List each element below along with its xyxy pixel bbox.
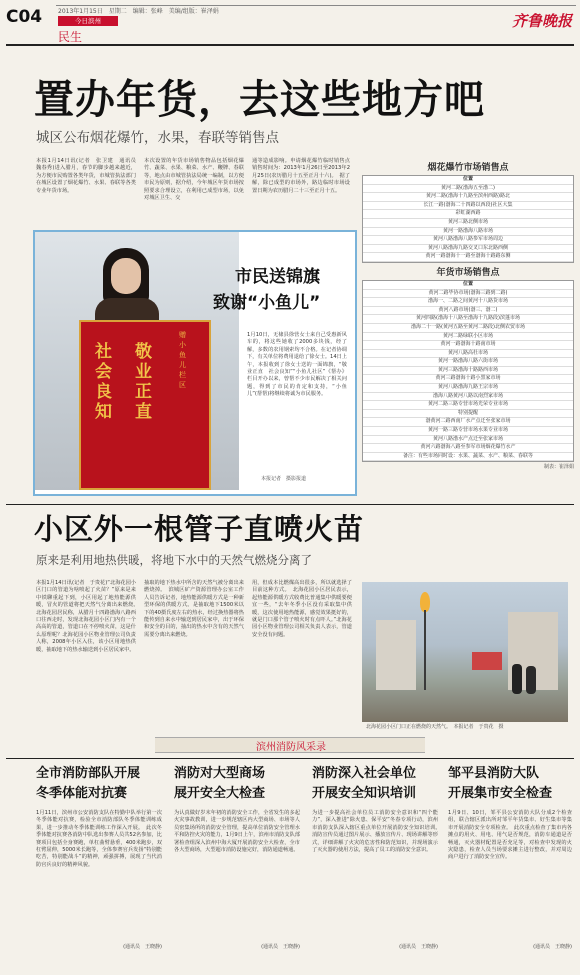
sales-point-lists bbox=[362, 160, 574, 500]
list-item: 黄河一路三路专营市场水果专业市场 bbox=[363, 427, 573, 436]
list-item: 黄河六路渤海八路至参军市场烟花爆竹水产 bbox=[363, 444, 573, 453]
column-1-credit: (通讯员 王晓静) bbox=[123, 944, 162, 950]
column-4 bbox=[448, 764, 572, 970]
fire-dept-band-label: 滨州消防风采录 bbox=[256, 742, 326, 753]
gas-pipe bbox=[424, 610, 426, 690]
list-item: 渤黄河二路西南厂水产点迁至张家市场 bbox=[363, 418, 573, 427]
list-item: 长江一路(渤海二十四路以西段)社区大集 bbox=[363, 202, 573, 211]
list-item: 黄河八路高杜市场 bbox=[363, 350, 573, 359]
newspaper-logo: 齐鲁晚报 bbox=[511, 12, 572, 30]
list-item: 黄河二路毕协市场(渤海三路到二路) bbox=[363, 290, 573, 299]
list-item: 黄河四路(渤海十八路至渤海十九路段)滨蓬市场 bbox=[363, 315, 573, 324]
list-item: 黄河三路北侧市场 bbox=[363, 219, 573, 228]
feature-credit: 本报记者 摄影报道 bbox=[261, 476, 307, 482]
column-3-title-2: 开展安全知识培训 bbox=[312, 786, 417, 801]
column-2-title-2: 展开安全大检查 bbox=[174, 786, 266, 801]
list-item: 黄河八路渤海九路交叉口东北路西侧 bbox=[363, 245, 573, 254]
feature-text: 1月10日，无棣县徐营女士来自己受惠新风车的，将这些她收了2000多块钱，经了解，多数的农用钢索均不合格。在记者协调下，有关单位将费用退给了徐女士。14日上午，本报收到了徐女士送的一面锦旗，“敬业正直 社会良知”“小鱼儿社区”《帮办》栏目开办以来，曾帮不少市民解决了相关问题，得到了市民的肯定和支持，“小鱼儿”(帮帮)将继续将诚为市民服务。 bbox=[247, 332, 347, 398]
list-item: 渤海八路黄河八路以南烈家市场 bbox=[363, 393, 573, 402]
list-item: 黄河八路渤海九路王宗市场 bbox=[363, 384, 573, 393]
list2-header: 位置 bbox=[363, 281, 573, 290]
section-divider-2 bbox=[6, 758, 574, 759]
header-meta: 2013年1月15日 星期二 编辑：张峰 美编/组版：崔泽娟 bbox=[58, 8, 219, 15]
column-1-title-2: 冬季体能对抗赛 bbox=[36, 786, 128, 801]
banner-side-text: 赠小鱼儿栏区 bbox=[179, 331, 186, 389]
fire-photo-caption: 北海花园小区门口正在燃烧的天然气。 本报记者 于贵花 摄 bbox=[366, 724, 504, 730]
column-1-text: 1月11日，滨州市公安消防支队在特勤中队举行第一次冬季体能对抗赛，检验全市消防部队冬季体能训练成果，进一步推动冬季体能训练工作深入开展。 此次冬季体能对抗赛各消防中队选出参赛人员共52名参加，比赛项目包括全身赛跑，单杠曲臂悬垂，400米跑步，双杠臂屈伸，5000米长跑等，全体参赛官兵发扬“特别能吃苦，特别能战斗”的精神，顽强拼搏，展现了当代消防官兵良好的精神风貌。 bbox=[36, 810, 162, 868]
column-1-title-1: 全市消防部队开展 bbox=[36, 766, 141, 781]
pedestrian-2 bbox=[526, 666, 536, 694]
feature-headline-1: 市民送锦旗 bbox=[235, 267, 320, 287]
article2-col2: 抽取的地下热水中所含的天然气被分离出来燃烧掉。 滨城区矿产资源管理办公室工作人员告诉记者，地热能源供暖方式是一种新型环保的供暖方式。是抽取地下1500米以下的40摄氏度左右的热水，经过换热器将热能传到自来水中输送到居民家中，出于环保和安全的目的，抽出的热水中含有的天然气需要分离出来燃烧。 bbox=[144, 580, 244, 638]
list-credit: 制表：崔泽娟 bbox=[543, 464, 574, 471]
column-4-title-1: 邹平县消防大队 bbox=[448, 766, 540, 781]
column-2-credit: (通讯员 王晓静) bbox=[261, 944, 300, 950]
list-item: 彩虹湖西路 bbox=[363, 210, 573, 219]
red-sign bbox=[472, 652, 502, 670]
list-item: 黄河二路三路专营市场光荣专业市场 bbox=[363, 401, 573, 410]
banner-right-text: 敬业正直 bbox=[135, 342, 152, 422]
silk-banner bbox=[79, 320, 211, 490]
article2-col3: 用，但成本比燃煤高出很多，所以就选择了目前这种方式。 北海花园小区居民表示，起热能源供暖方式收费比普通集中供暖要便宜一些，“去年冬季小区没有采取集中供暖，这次使用地热能源，感觉效果挺好的，就是门口那个管子喷火时有点吓人。”北海花园小区物业管理公司相关负责人表示，管道安全没有问题。 bbox=[252, 580, 352, 638]
article1-title: 置办年货，去这些地方吧 bbox=[34, 77, 485, 123]
list1-table bbox=[362, 175, 574, 263]
banner-left-text: 社会良知 bbox=[95, 342, 112, 422]
list-item: 黄河二路(渤海五至渤二) bbox=[363, 185, 573, 194]
list-item: 黄河一路渤海八路市场 bbox=[363, 228, 573, 237]
column-3-text: 为进一步提高社会单位员工消防安全意识和“四个能力”，深入推进“除火患、保平安”冬春专项行动，滨州市消防支队深入辖区重点单位开展消防安全知识培训。 消防宣传员通过图片展示、播放宣传片、现场讲解等形式，详细讲解了火灾的危害性和防范知识，并现场演示了灭火器的使用方法，提高了员工的消防安全意识。 bbox=[312, 810, 444, 854]
fire-columns bbox=[36, 764, 572, 970]
building-left bbox=[376, 620, 416, 690]
page-number: C04 bbox=[6, 7, 43, 27]
list-item: 黄河八路渤海八路参军市场周边 bbox=[363, 236, 573, 245]
list-item: 黄河八路市场(渤三、渤二) bbox=[363, 307, 573, 316]
column-2-title-1: 消防对大型商场 bbox=[174, 766, 266, 781]
fire-photo bbox=[362, 582, 568, 722]
list-item: 黄河二路(渤海十九路至滨州西路)路北 bbox=[363, 193, 573, 202]
column-1 bbox=[36, 764, 162, 970]
list2-table bbox=[362, 280, 574, 462]
column-4-text: 1月9日、10日，邹平县公安消防大队分成2个检查组，联合辖区派出所对邹平年货集市、好生集市等集市开展消防安全专项检查。 此次重点检查了集市内各摊点的用火、用电、用气是否规范，消防车通道是否畅通，灭火器材配置是否充足等，对检查中发现的火灾隐患，检查人员当场要求摊主进行整改，并对周边商户进行了消防安全宣传。 bbox=[448, 810, 572, 861]
feature-headline-2: 致谢“小鱼儿” bbox=[213, 293, 321, 313]
list1-header: 位置 bbox=[363, 176, 573, 185]
list-item: 渤海一、二路之间黄河十八路货市场 bbox=[363, 298, 573, 307]
list-item: 渤海二十一路(黄河五路至黄河二路段)北侧农贸市场 bbox=[363, 324, 573, 333]
person-face bbox=[111, 258, 141, 294]
flame bbox=[420, 592, 430, 612]
article2-title: 小区外一根管子直喷火苗 bbox=[34, 512, 365, 546]
section-divider-1 bbox=[6, 504, 574, 505]
column-4-credit: (通讯员 王晓静) bbox=[533, 944, 572, 950]
article1-col3: 通等造成影响。申请烟花爆竹临时销售点销售时间为：2013年1月26日至2013年2月25日(农历腊月十五至正月十六)。 据了解，除已成型的市场外，路边临时市场设置日期为农历腊月二十三至正月十五。 bbox=[252, 158, 350, 194]
column-2-text: 为认真做好岁末年初的消防安全工作，全省发生的多起火灾事故教训，进一步规范辖区内大型商场、市场等人员密集场所的消防安全管理，提高单位消防安全管理水平和防控火灾的能力，1月9日上午，滨州市消防支队部署检查组深入滨州中海大厦开展消防安全大检查，全市各大型商场，大型超市消防设施完好，消防通道畅通。 bbox=[174, 810, 300, 854]
column-4-title-2: 开展集市安全检查 bbox=[448, 786, 553, 801]
list-item: 黄河三路渤海十路小黑家市场 bbox=[363, 375, 573, 384]
list-item: 黄河一路渤海八路六街市场 bbox=[363, 358, 573, 367]
photo-feature-box bbox=[33, 230, 357, 496]
list-item: 黄河一路渤海十一路至渤海十路路东侧 bbox=[363, 253, 573, 262]
list-item: 黄河二路绿联小区市场 bbox=[363, 333, 573, 342]
column-2 bbox=[174, 764, 300, 970]
article1-subtitle: 城区公布烟花爆竹，水果，春联等销售点 bbox=[36, 130, 279, 146]
article1-col1: 本报1月14日讯(记者 张卫建 通讯员 魏春秀)进入腊月，春节的脚步越来越近，为方便市民购置各类年货，市城管执法部门在城区设置了烟花爆竹、水果、春联等各类专业年货市场。 bbox=[36, 158, 142, 194]
column-3-title-1: 消防深入社会单位 bbox=[312, 766, 417, 781]
section-name: 民生 bbox=[58, 30, 83, 44]
list1-title: 烟花爆竹市场销售点 bbox=[427, 163, 509, 173]
list-item: 备注：有些市场同时设：水果、蔬菜、水产、粮菜、春联等 bbox=[363, 453, 573, 462]
feature-photo bbox=[35, 232, 239, 490]
column-3 bbox=[312, 764, 444, 970]
column-3-credit: (通讯员 王晓静) bbox=[399, 944, 438, 950]
article1-col2: 本次设置的年货市场销售物品包括烟花爆竹、蔬菜、水果、粮菜、水产、鞭牌、春联等，地点由市城管执法局统一编制，以方便市民为原则，据介绍，今年城区年货市场按照要求合理设立，在利用已成型市场，以免对城区卫生、交 bbox=[144, 158, 244, 202]
section-tag: 今日滨州 bbox=[58, 16, 118, 26]
list-item: 特别提醒 bbox=[363, 410, 573, 419]
list2-title: 年货市场销售点 bbox=[436, 267, 500, 278]
list-item: 黄河一路渤海十路南市场 bbox=[363, 341, 573, 350]
list-item: 黄河三路渤海十路路西市场 bbox=[363, 367, 573, 376]
list-item: 黄河八路渤水产点迁至张家市场 bbox=[363, 436, 573, 445]
header-divider bbox=[6, 44, 574, 46]
pedestrian-1 bbox=[512, 664, 522, 694]
article2-col1: 本报1月14日讯(记者 于贵花)“北海花园小区门口的管道为啥喷起了火苗？”原来是来中铁聊重起下到，小区用起了地热能源供暖，冒火的管道将把天然气分离出来燃烧。 北海花园居民称，从腊月十四路渤海八路西口往西走时，发现北海花园小区门内有一个高高的管道，管道口在不停喷火苗，这是什么原理呢？北海花园小区物业管理公司负责人称，2008年小区入住，该小区用地热供暖，抽取地下的热水输送到小区居民家中。 bbox=[36, 580, 142, 653]
article2-subtitle: 原来是利用地热供暖，将地下水中的天然气燃烧分离了 bbox=[36, 553, 312, 567]
